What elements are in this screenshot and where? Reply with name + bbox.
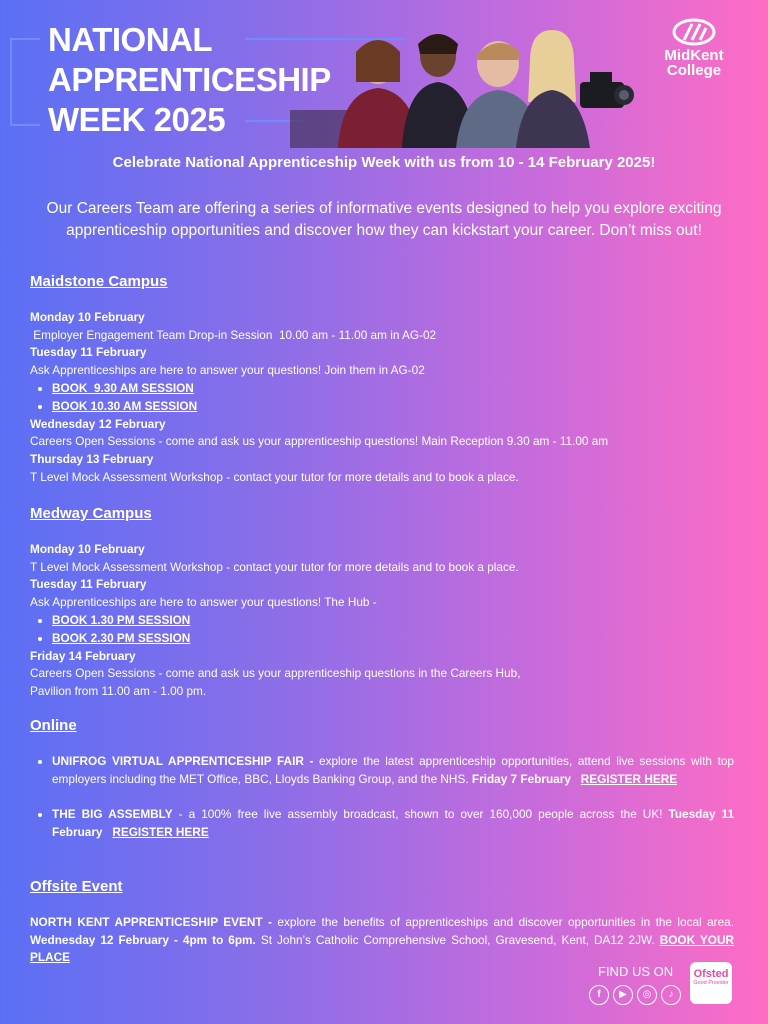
event-venue: St John’s Catholic Comprehensive School, Gravesend, Kent, DA12 2JW.	[255, 932, 660, 947]
event-date: Tuesday 11 February	[30, 577, 147, 592]
book-230-session-link[interactable]: BOOK 2.30 PM SESSION	[52, 630, 191, 645]
event-date: Friday 14 February	[30, 648, 136, 663]
event-description: Employer Engagement Team Drop-in Session 10.00 am - 11.00 am in AG-02	[30, 327, 437, 342]
event-date: Tuesday 11 February	[30, 345, 147, 360]
social-links	[589, 985, 689, 1007]
list-item	[52, 753, 734, 789]
booking-list	[30, 612, 734, 648]
college-logo-icon	[672, 18, 716, 46]
online-section	[30, 717, 734, 842]
book-130-session-link[interactable]: BOOK 1.30 PM SESSION	[52, 612, 191, 627]
event-date: Monday 10 February	[30, 309, 145, 324]
event-description: Careers Open Sessions - come and ask us your apprenticeship questions in the Careers Hub,	[30, 666, 521, 681]
instagram-icon[interactable]: ◎	[637, 985, 657, 1005]
event-description: explore the latest apprenticeship opportunities, attend live sessions with top employers including the MET Office, BBC, Lloyds Banking Group, and the NHS.	[52, 753, 734, 786]
offsite-event	[30, 914, 734, 967]
event-title: THE BIG ASSEMBLY	[52, 807, 173, 822]
medway-section	[30, 505, 734, 701]
students-illustration	[290, 22, 650, 148]
title-bracket	[10, 38, 40, 126]
list-item	[52, 630, 734, 648]
event-date: Monday 10 February	[30, 541, 145, 556]
event-description: explore the benefits of apprenticeships and discover opportunities in the local area.	[271, 914, 734, 929]
event-date: Thursday 13 February	[30, 452, 154, 467]
event-description: Pavilion from 11.00 am - 1.00 pm.	[30, 684, 207, 699]
offsite-section	[30, 878, 734, 967]
facebook-icon[interactable]: f	[589, 985, 609, 1005]
online-events-list	[30, 753, 734, 842]
event-date: Wednesday 12 February - 4pm to 6pm.	[30, 932, 256, 947]
event-date: Tuesday 11 February	[52, 807, 735, 840]
big-assembly-register-link[interactable]: REGISTER HERE	[112, 825, 209, 840]
event-title: NORTH KENT APPRENTICESHIP EVENT -	[30, 914, 272, 929]
event-title: UNIFROG VIRTUAL APPRENTICESHIP FAIR -	[52, 753, 314, 768]
book-your-place-link[interactable]: BOOK YOUR PLACE	[30, 932, 734, 965]
event-description: Ask Apprenticeships are here to answer your questions! The Hub -	[30, 595, 377, 610]
spacer	[52, 788, 734, 806]
event-date: Wednesday 12 February	[30, 416, 166, 431]
header-banner	[0, 0, 768, 150]
page-title: NATIONAL APPRENTICESHIP WEEK 2025	[48, 21, 331, 138]
event-description: T Level Mock Assessment Workshop - contact your tutor for more details and to book a place.	[30, 469, 519, 484]
event-description: - a 100% free live assembly broadcast, shown to over 160,000 people across the UK!	[172, 807, 669, 822]
students-photo	[290, 22, 650, 148]
list-item	[52, 380, 734, 398]
ofsted-badge: Ofsted Good Provider	[690, 962, 732, 1004]
list-item	[52, 398, 734, 416]
youtube-icon[interactable]: ▶	[613, 985, 633, 1005]
event-description: Careers Open Sessions - come and ask us your apprenticeship questions! Main Reception 9.30 am - 11.00 am	[30, 434, 609, 449]
event-description: T Level Mock Assessment Workshop - contact your tutor for more details and to book a place.	[30, 559, 519, 574]
book-930-session-link[interactable]: BOOK 9.30 AM SESSION	[52, 380, 194, 395]
offsite-heading: Offsite Event	[30, 878, 123, 895]
intro-headline: Celebrate National Apprenticeship Week with us from 10 - 14 February 2025!	[112, 154, 656, 171]
midkent-college-logo: MidKent College	[644, 18, 744, 88]
list-item	[52, 806, 734, 842]
tiktok-icon[interactable]: ♪	[661, 985, 681, 1005]
maidstone-section	[30, 273, 734, 487]
event-description: Ask Apprenticeships are here to answer your questions! Join them in AG-02	[30, 363, 425, 378]
unifrog-register-link[interactable]: REGISTER HERE	[580, 771, 678, 786]
medway-heading: Medway Campus	[30, 505, 152, 522]
online-heading: Online	[30, 717, 77, 734]
booking-list	[30, 380, 734, 416]
intro-body: Our Careers Team are offering a series of informative events designed to help you explore exciting apprenticeship opportunities and discover how they can kickstart your career. Don’t miss out!	[46, 200, 722, 239]
event-date: Friday 7 February	[471, 771, 571, 786]
find-us-label: FIND US ON	[598, 964, 674, 979]
maidstone-heading: Maidstone Campus	[30, 273, 168, 290]
book-1030-session-link[interactable]: BOOK 10.30 AM SESSION	[52, 398, 198, 413]
list-item	[52, 612, 734, 630]
